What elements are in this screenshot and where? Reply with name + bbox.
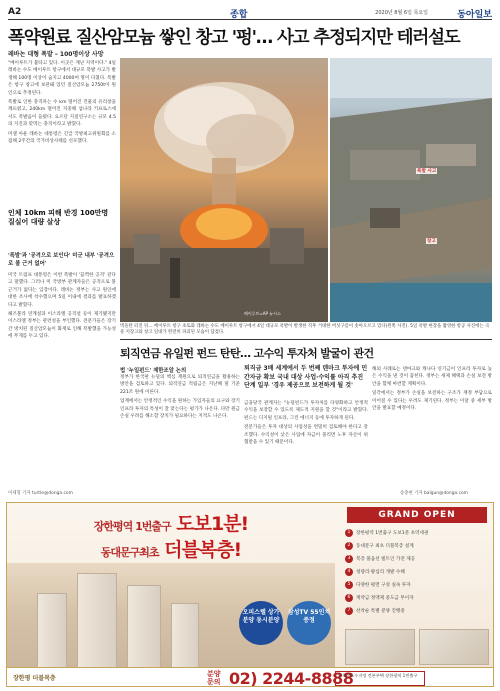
ad-badge-presale: 오피스텔 상가 분양 동시분양 [239, 601, 283, 645]
article2-paragraph: 금융당국 관계자는 "뉴딜펀드가 투자처를 다양화하고 안정적 수익을 보장할 수 있도록 제도적 지원을 할 것"이라고 밝혔다. 펀드는 디지털 인프라, 그린 에너지 등에 투자하게 된다. [244, 401, 368, 421]
article-divider [120, 339, 492, 340]
real-estate-ad[interactable] [6, 502, 494, 687]
issue-date: 2020년 8월 6일 목요일 [375, 10, 428, 16]
article2-headline: 퇴직연금 유일펀 펀드 탄탄… 고수익 투자처 발굴이 관건 [120, 347, 374, 360]
photo-credit: 베이루트=AP 뉴시스 [244, 311, 281, 316]
side-article-paragraph: 헤즈볼라 연계설과 이스라엘 공격설 등이 제기됐지만 이스라엘 정부는 관련성을 부인했다. 전문가들은 장기간 방치된 질산암모늄이 화재로 인해 폭발했을 가능성에 무게를 두고 있다. [8, 312, 116, 340]
article2-byline: 송충현 기자 balgun@donga.com [400, 491, 468, 496]
grand-open-panel [339, 503, 494, 687]
grand-open-item: 5 다양한 평면 구성 실속 투자 [345, 579, 489, 592]
main-subhead: 레바논 대형 폭발 – 100명이상 사망 [8, 51, 104, 58]
grand-open-item: 3 복층 풀옵션 빌트인 가전 제공 [345, 553, 489, 566]
grand-open-item: 7 선착순 특별 분양 진행중 [345, 605, 489, 618]
article1-column [8, 60, 116, 206]
ad-contact-bar [7, 667, 494, 687]
article2-paragraph: 업계에서는 안정적인 수익을 원하는 가입자들의 요구와 장기 인프라 투자의 특성이 잘 맞는다는 평가가 나온다. 다만 원금 손실 우려를 해소할 장치가 필요하다는 지적도 나온다. [120, 399, 240, 420]
ad-inquiry-label: 분양 문의 [207, 670, 221, 686]
explosion-site-label: 폭발 사고 [417, 169, 437, 174]
item-number-badge: 2 [345, 542, 353, 550]
side-article-paragraph: 미국 트럼프 대통령은 이번 폭발이 '끔찍한 공격' 같다고 말했다. 그러나 미 국방부 관계자들은 공격으로 볼 근거가 없다는 입장이다. 레바논 정부는 사고 원인에 대한 조사에 착수했으며 5일 이내에 결과를 발표하겠다고 밝혔다. [8, 273, 116, 308]
article2-column-1 [120, 374, 240, 494]
port-aerial-photo [330, 58, 492, 322]
grand-open-list [345, 527, 489, 618]
ad-station-text: 장한평역 1번출구 [93, 520, 171, 533]
item-number-badge: 1 [345, 529, 353, 537]
warehouse-label: 창고 [427, 239, 436, 244]
article1-paragraph: 미셸 아운 레바논 대통령은 긴급 국방최고위원회를 소집해 2주간의 국가비상사태를 선포했다. [8, 131, 116, 145]
newspaper-logo: 동아일보 [457, 10, 492, 20]
article2-column-2 [244, 400, 368, 494]
ad-headline-2 [7, 535, 335, 562]
interior-photos [345, 629, 489, 665]
interior-photo [419, 629, 489, 665]
ad-badge-gift: 삼성TV 55인치 증정 [287, 601, 331, 645]
item-number-badge: 6 [345, 594, 353, 602]
grand-open-item: 2 동대문구 최초 더블복층 설계 [345, 540, 489, 553]
item-number-badge: 5 [345, 581, 353, 589]
side-article-headline: 인체 10km 피해 반경 100만명 질실어 대량 살상 [8, 209, 109, 226]
interior-photo [345, 629, 415, 665]
article2-kicker: 법 '누일펀드' 제한조알 논의 [120, 368, 187, 374]
item-number-badge: 3 [345, 555, 353, 563]
masthead [8, 6, 492, 20]
section-title: 종합 [230, 10, 248, 20]
grand-open-title: GRAND OPEN [347, 507, 487, 523]
grand-open-item: 6 계약금 정액제 중도금 무이자 [345, 592, 489, 605]
grand-open-item: 1 장한평역 1번출구 도보1분 초역세권 [345, 527, 489, 540]
side-article-byline: 이세형 기자 turtle@donga.com [8, 491, 73, 496]
ad-brand-logo: 장한평 더블복층 [13, 675, 56, 682]
item-number-badge: 4 [345, 568, 353, 576]
article2-column-3 [372, 366, 492, 490]
article2-subhead: 퇴직금 3배 세계에서 두 번째 덴마크 투자에 민간자금 확보 국내 대상 사업·수익률 아직 추진 단계 일부 '경우 제공으로 보전하게 될 것' [244, 365, 368, 389]
ad-walk-text: 도보1분! [176, 513, 249, 535]
port-illustration [330, 58, 492, 322]
main-headline: 폭약원료 질산암모늄 쌓인 창고 '펑'… 사고 추정되지만 테러설도 [8, 28, 460, 48]
ad-contact-box: 선착순호수지정 견본주택 장한평역 1번출구 [335, 671, 425, 686]
ad-headline-1 [7, 509, 335, 536]
side-article-subhead: '폭발'과 '공격으로 보인다' 미군 내부 '공격으로 볼 근거 없어' [8, 253, 115, 267]
item-number-badge: 7 [345, 607, 353, 615]
grand-open-item: 4 청량리·왕십리 개발 수혜 [345, 566, 489, 579]
photo-caption: 벽돌탄 터진 뒤… 베이루트 항구 초토화 레바논 수도 베이루트 항구에서 4일 대규모 폭발이 발생한 직후 거대한 버섯구름이 솟아오르고 있다(왼쪽 사진). 5일 폭발 현장을 촬영한 항공 사진에는 곡물 저장고와 창고 일대가 완전히 파괴된 모습이 담겼다. [120, 324, 490, 336]
article2-paragraph: 일각에서는 정부가 손실을 보전하는 구조가 재정 부담으로 이어질 수 있다는 우려도 제기된다. 정부는 이달 중 세부 방안을 발표할 예정이다. [372, 391, 492, 412]
ad-duplex-text: 더블복층! [164, 539, 242, 561]
side-article-body [8, 272, 116, 494]
article2-paragraph: 전문가들은 투자 대상의 사업성을 면밀히 검토해야 한다고 강조했다. 수익성이 낮은 사업에 자금이 몰리면 노후 자산이 위협받을 수 있기 때문이다. [244, 425, 368, 446]
article1-paragraph: "베이루트가 불타고 있다. 이곳은 재난 지역이다." 4일 레바논 수도 베이루트 항구에서 대규모 폭발 사고가 발생해 100명 이상이 숨지고 4000여 명이 다쳤다. 폭발은 항구 창고에 보관돼 있던 질산암모늄 2750t이 원인으로 추정된다. [8, 61, 116, 96]
page-number: A2 [8, 7, 22, 17]
article2-paragraph: 정부가 한국판 뉴딜의 핵심 재원으로 퇴직연금을 활용하는 방안을 검토하고 있다. 퇴직연금 적립금은 지난해 말 기준 221조 원에 이른다. [120, 375, 240, 395]
explosion-photo [120, 58, 328, 322]
ad-phone-number[interactable]: 02) 2244-8888 [229, 669, 354, 687]
article2-paragraph: 해외 사례로는 덴마크와 캐나다 연기금이 인프라 투자로 높은 수익을 낸 것이 꼽힌다. 정부는 세제 혜택과 손실 보전 방안을 함께 마련할 계획이다. [372, 367, 492, 387]
ad-first-text: 동대문구최초 [100, 546, 159, 559]
explosion-illustration [120, 58, 328, 322]
article1-paragraph: 폭발로 인한 충격파는 수 km 떨어진 건물의 유리창을 깨뜨렸고, 240km 떨어진 지중해 섬나라 키프로스에서도 폭발음이 들렸다. 요르단 지질연구소는 규모 4.5의 지진과 맞먹는 충격이라고 밝혔다. [8, 100, 116, 128]
